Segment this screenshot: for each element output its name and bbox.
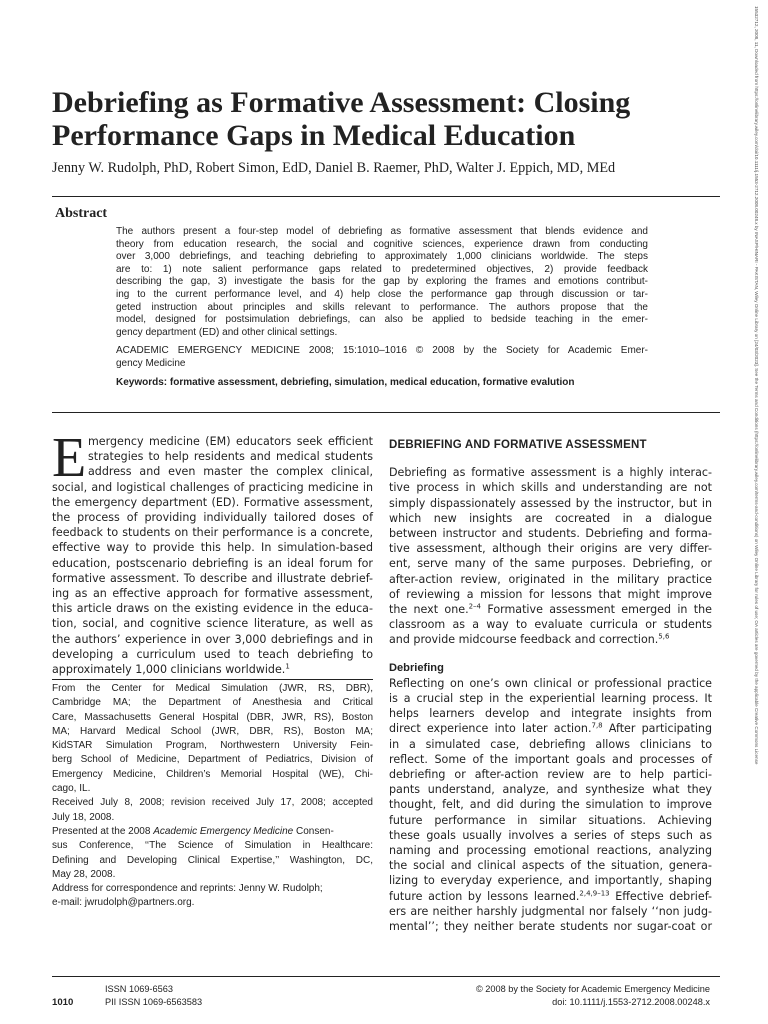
issn: ISSN 1069-6563 bbox=[105, 984, 173, 994]
citation-line: ACADEMIC EMERGENCY MEDICINE 2008; 15:1010–1016 © 2008 by the Society for Academic Emer- bbox=[116, 345, 648, 357]
text-line: debriefing or after-action review are to help partici- bbox=[389, 768, 712, 782]
divider bbox=[52, 679, 373, 680]
received-line: July 18, 2008. bbox=[52, 811, 115, 823]
subsection-heading: Debriefing bbox=[389, 661, 444, 674]
reference-number: 1 bbox=[285, 662, 290, 671]
text-line: the process of providing individually tailored doses of bbox=[52, 511, 373, 525]
reference-number: 2–4 bbox=[468, 602, 482, 611]
text-line: Reflecting on one’s own clinical or professional practice bbox=[389, 676, 712, 690]
received-line: Received July 8, 2008; revision received July 17, 2008; accepted bbox=[52, 797, 373, 809]
text-line: these goals usually involves a series of steps such as bbox=[389, 828, 712, 842]
abstract-line: gency department (ED) and other clinical settings. bbox=[116, 326, 338, 338]
text-line: simply dispassionately assessed by the instructor, but in bbox=[389, 496, 712, 510]
address-line: Address for correspondence and reprints: Jenny W. Rudolph; bbox=[52, 883, 323, 895]
abstract-body bbox=[116, 226, 648, 389]
reference-number: 7,8 bbox=[591, 721, 603, 730]
text-line: classroom as a way to evaluate curricula or students bbox=[389, 618, 712, 632]
drop-cap: E bbox=[52, 427, 87, 489]
text-line: this article draws on the existing evidence in the educa- bbox=[52, 602, 373, 616]
abstract-line: The authors present a four-step model of debriefing as formative assessment that blends evidence and bbox=[116, 226, 648, 237]
text-line: lizing to everyday experience, and importantly, shaping bbox=[389, 874, 712, 888]
text-line: address and even master the complex clinical, bbox=[88, 465, 373, 479]
text-line: tive process in which skills and understanding are not bbox=[389, 481, 712, 495]
body-right-column bbox=[389, 438, 712, 934]
pii: PII ISSN 1069-6563583 bbox=[105, 997, 203, 1007]
text-line: mental’’; they neither berate students nor sugar-coat or bbox=[389, 920, 712, 934]
text-fragment: approximately 1,000 clinicians worldwide. bbox=[52, 663, 286, 677]
text-line bbox=[389, 632, 712, 647]
presented-line bbox=[52, 825, 373, 839]
title-line: Debriefing as Formative Assessment: Closing bbox=[52, 86, 631, 119]
text-fragment: Consen- bbox=[293, 825, 334, 837]
text-fragment: After participating bbox=[602, 722, 712, 736]
presented-line: Defining and Developing Clinical Expertise,’’ Washington, DC, bbox=[52, 854, 373, 866]
footnote-line: berg School of Medicine, Department of Pediatrics, Division of bbox=[52, 754, 373, 766]
divider bbox=[52, 196, 720, 197]
text-fragment: Presented at the 2008 bbox=[52, 825, 154, 837]
text-line: naming and processing emotional reactions, analyzing bbox=[389, 844, 712, 858]
keywords: Keywords: formative assessment, debriefing, simulation, medical education, formative evalution bbox=[116, 376, 575, 388]
section-heading: DEBRIEFING AND FORMATIVE ASSESSMENT bbox=[389, 439, 647, 451]
text-line: mergency medicine (EM) educators seek efficient bbox=[88, 435, 373, 448]
download-notice: 15532712, 2008, 11, Downloaded from https://onlinelibrary.wiley.com/doi/10.1111/j.1553-2712.2008.00248.x by INASP/HINARI - PAKISTAN, Wiley Online Library on [24/03/2023]. See the Terms and Conditions (https://onlinelibrary.wiley.com/terms-and-conditions) on Wiley Online Library for rules of use; OA articles are governed by the applicable Creative Commons License bbox=[754, 6, 759, 765]
footnote-line: KidSTAR Simulation Program, Northwestern University Fein- bbox=[52, 740, 373, 752]
presented-line: May 28, 2008. bbox=[52, 868, 116, 880]
footnote-line: MA; Harvard Medical School (JWR, DBR, RS), Boston MA; bbox=[52, 725, 373, 737]
intro-paragraph bbox=[52, 427, 373, 677]
text-fragment: future action by lessons learned. bbox=[389, 889, 580, 903]
text-line: developing a curriculum used to teach debriefing to bbox=[52, 647, 373, 661]
page-number: 1010 bbox=[52, 997, 74, 1008]
email-line: e-mail: jwrudolph@partners.org. bbox=[52, 897, 195, 909]
divider bbox=[52, 412, 720, 413]
text-line: the emergency department (ED). Formative assessment, bbox=[52, 495, 373, 509]
footnote-line: Care, Massachusetts General Hospital (DBR, JWR, RS), Boston bbox=[52, 711, 373, 723]
text-line: reflect. Some of the important goals and processes of bbox=[389, 752, 712, 766]
footnote-line: Emergency Medicine, Children’s Memorial Hospital (WE), Chi- bbox=[52, 768, 373, 780]
abstract-line: describing the gap, 3) investigate the basis for the gap by exploring the frames and emotions contribut- bbox=[116, 276, 648, 288]
text-line: thought, felt, and did during the simulation to improve bbox=[389, 798, 712, 812]
abstract-line: theory from education research, the social and cognitive sciences, experience drawn from conducting bbox=[116, 238, 648, 250]
text-line: after-action review, originated in the military practice bbox=[389, 572, 712, 586]
text-line: education, postscenario debriefing is an ideal forum for bbox=[52, 556, 373, 570]
text-line: feedback to students on their performance is a concrete, bbox=[52, 526, 373, 540]
text-line: tion, social, and cognitive science literature, as well as bbox=[52, 617, 373, 631]
abstract-line: are to: 1) note salient performance gaps related to predetermined objectives, 2) provide feedback bbox=[116, 263, 648, 275]
text-line: effective way to provide this help. In simulation-based bbox=[52, 541, 373, 555]
journal-name: Academic Emergency Medicine bbox=[153, 825, 294, 837]
text-line: the authors’ experience in over 3,000 debriefings and in bbox=[52, 632, 373, 646]
text-line: which new insights are cocreated in a dialogue bbox=[389, 511, 712, 525]
text-line: ers are neither harshly judgmental nor falsely ‘‘non judg- bbox=[389, 904, 712, 918]
abstract-line: model, designed for postsimulation debriefings, can also be applied to bedside teaching in the emer- bbox=[116, 314, 648, 326]
author-list: Jenny W. Rudolph, PhD, Robert Simon, EdD, Daniel B. Raemer, PhD, Walter J. Eppich, MD, MEd bbox=[52, 160, 616, 176]
text-fragment: and provide midcourse feedback and correction. bbox=[389, 633, 659, 647]
divider bbox=[52, 976, 720, 977]
footnote-line: Cambridge MA; the Department of Anesthesia and Critical bbox=[52, 697, 373, 709]
text-fragment: the next one. bbox=[389, 603, 469, 617]
text-line: is a crucial step in the experiential learning process. It bbox=[389, 692, 712, 706]
text-fragment: Formative assessment emerged in the bbox=[481, 603, 712, 617]
text-line: pants understand, analyze, and synthesize what they bbox=[389, 783, 712, 797]
citation-line: gency Medicine bbox=[116, 357, 186, 369]
affiliation-footnote bbox=[52, 682, 373, 911]
doi: doi: 10.1111/j.1553-2712.2008.00248.x bbox=[552, 997, 710, 1007]
reference-number: 2,4,9–13 bbox=[579, 889, 610, 897]
text-fragment: Effective debrief- bbox=[609, 889, 712, 903]
text-line: future performance in similar situations. Achieving bbox=[389, 813, 712, 827]
text-line bbox=[52, 662, 373, 677]
text-line bbox=[389, 602, 712, 617]
text-line: social, and logistical challenges of practicing medicine in bbox=[52, 480, 373, 494]
reference-number: 5,6 bbox=[658, 632, 670, 641]
text-line: between instructor and students. Debriefing and forma- bbox=[389, 527, 712, 541]
text-line: in a simulated case, debriefing allows clinicians to bbox=[389, 737, 712, 751]
text-line: tive assessment, although their origins are very differ- bbox=[389, 542, 712, 556]
presented-line: sus Conference, ‘‘The Science of Simulation in Healthcare: bbox=[52, 840, 373, 852]
article-title bbox=[52, 86, 742, 152]
abstract-heading: Abstract bbox=[55, 206, 108, 221]
copyright: © 2008 by the Society for Academic Emergency Medicine bbox=[475, 984, 710, 994]
title-line: Performance Gaps in Medical Education bbox=[52, 119, 576, 152]
text-line: the social and clinical aspects of the situation, genera- bbox=[389, 859, 712, 873]
abstract-line: ing to the current performance level, and 4) help close the performance gap through discussion or tar- bbox=[116, 288, 648, 300]
text-line bbox=[389, 889, 712, 904]
text-line: of reviewing a mission for lessons that might improve bbox=[389, 587, 712, 601]
footnote-line: From the Center for Medical Simulation (JWR, RS, DBR), bbox=[52, 683, 373, 694]
abstract-line: over 3,000 debriefings, and teaching debriefing to approximately 1,000 clinicians worldwide. The steps bbox=[116, 251, 648, 263]
text-line: formative assessment. To describe and illustrate debrief- bbox=[52, 571, 373, 585]
text-line: ent, serve many of the same purposes. Debriefing, or bbox=[389, 557, 712, 571]
text-fragment: direct experience into later action. bbox=[389, 722, 592, 736]
abstract-line: geted instruction about principles and skills relevant to performance. The authors propose that the bbox=[116, 301, 648, 313]
text-line bbox=[389, 721, 712, 736]
footnote-line: cago, IL. bbox=[52, 783, 91, 795]
issn-block bbox=[105, 983, 202, 1009]
text-line: strategies to help residents and medical students bbox=[88, 450, 373, 464]
text-line: Debriefing as formative assessment is a highly interac- bbox=[389, 466, 712, 480]
text-line: helps learners develop and integrate insights from bbox=[389, 707, 712, 721]
text-line: ing as an effective approach for formative assessment, bbox=[52, 587, 373, 601]
copyright-block bbox=[380, 983, 710, 1009]
